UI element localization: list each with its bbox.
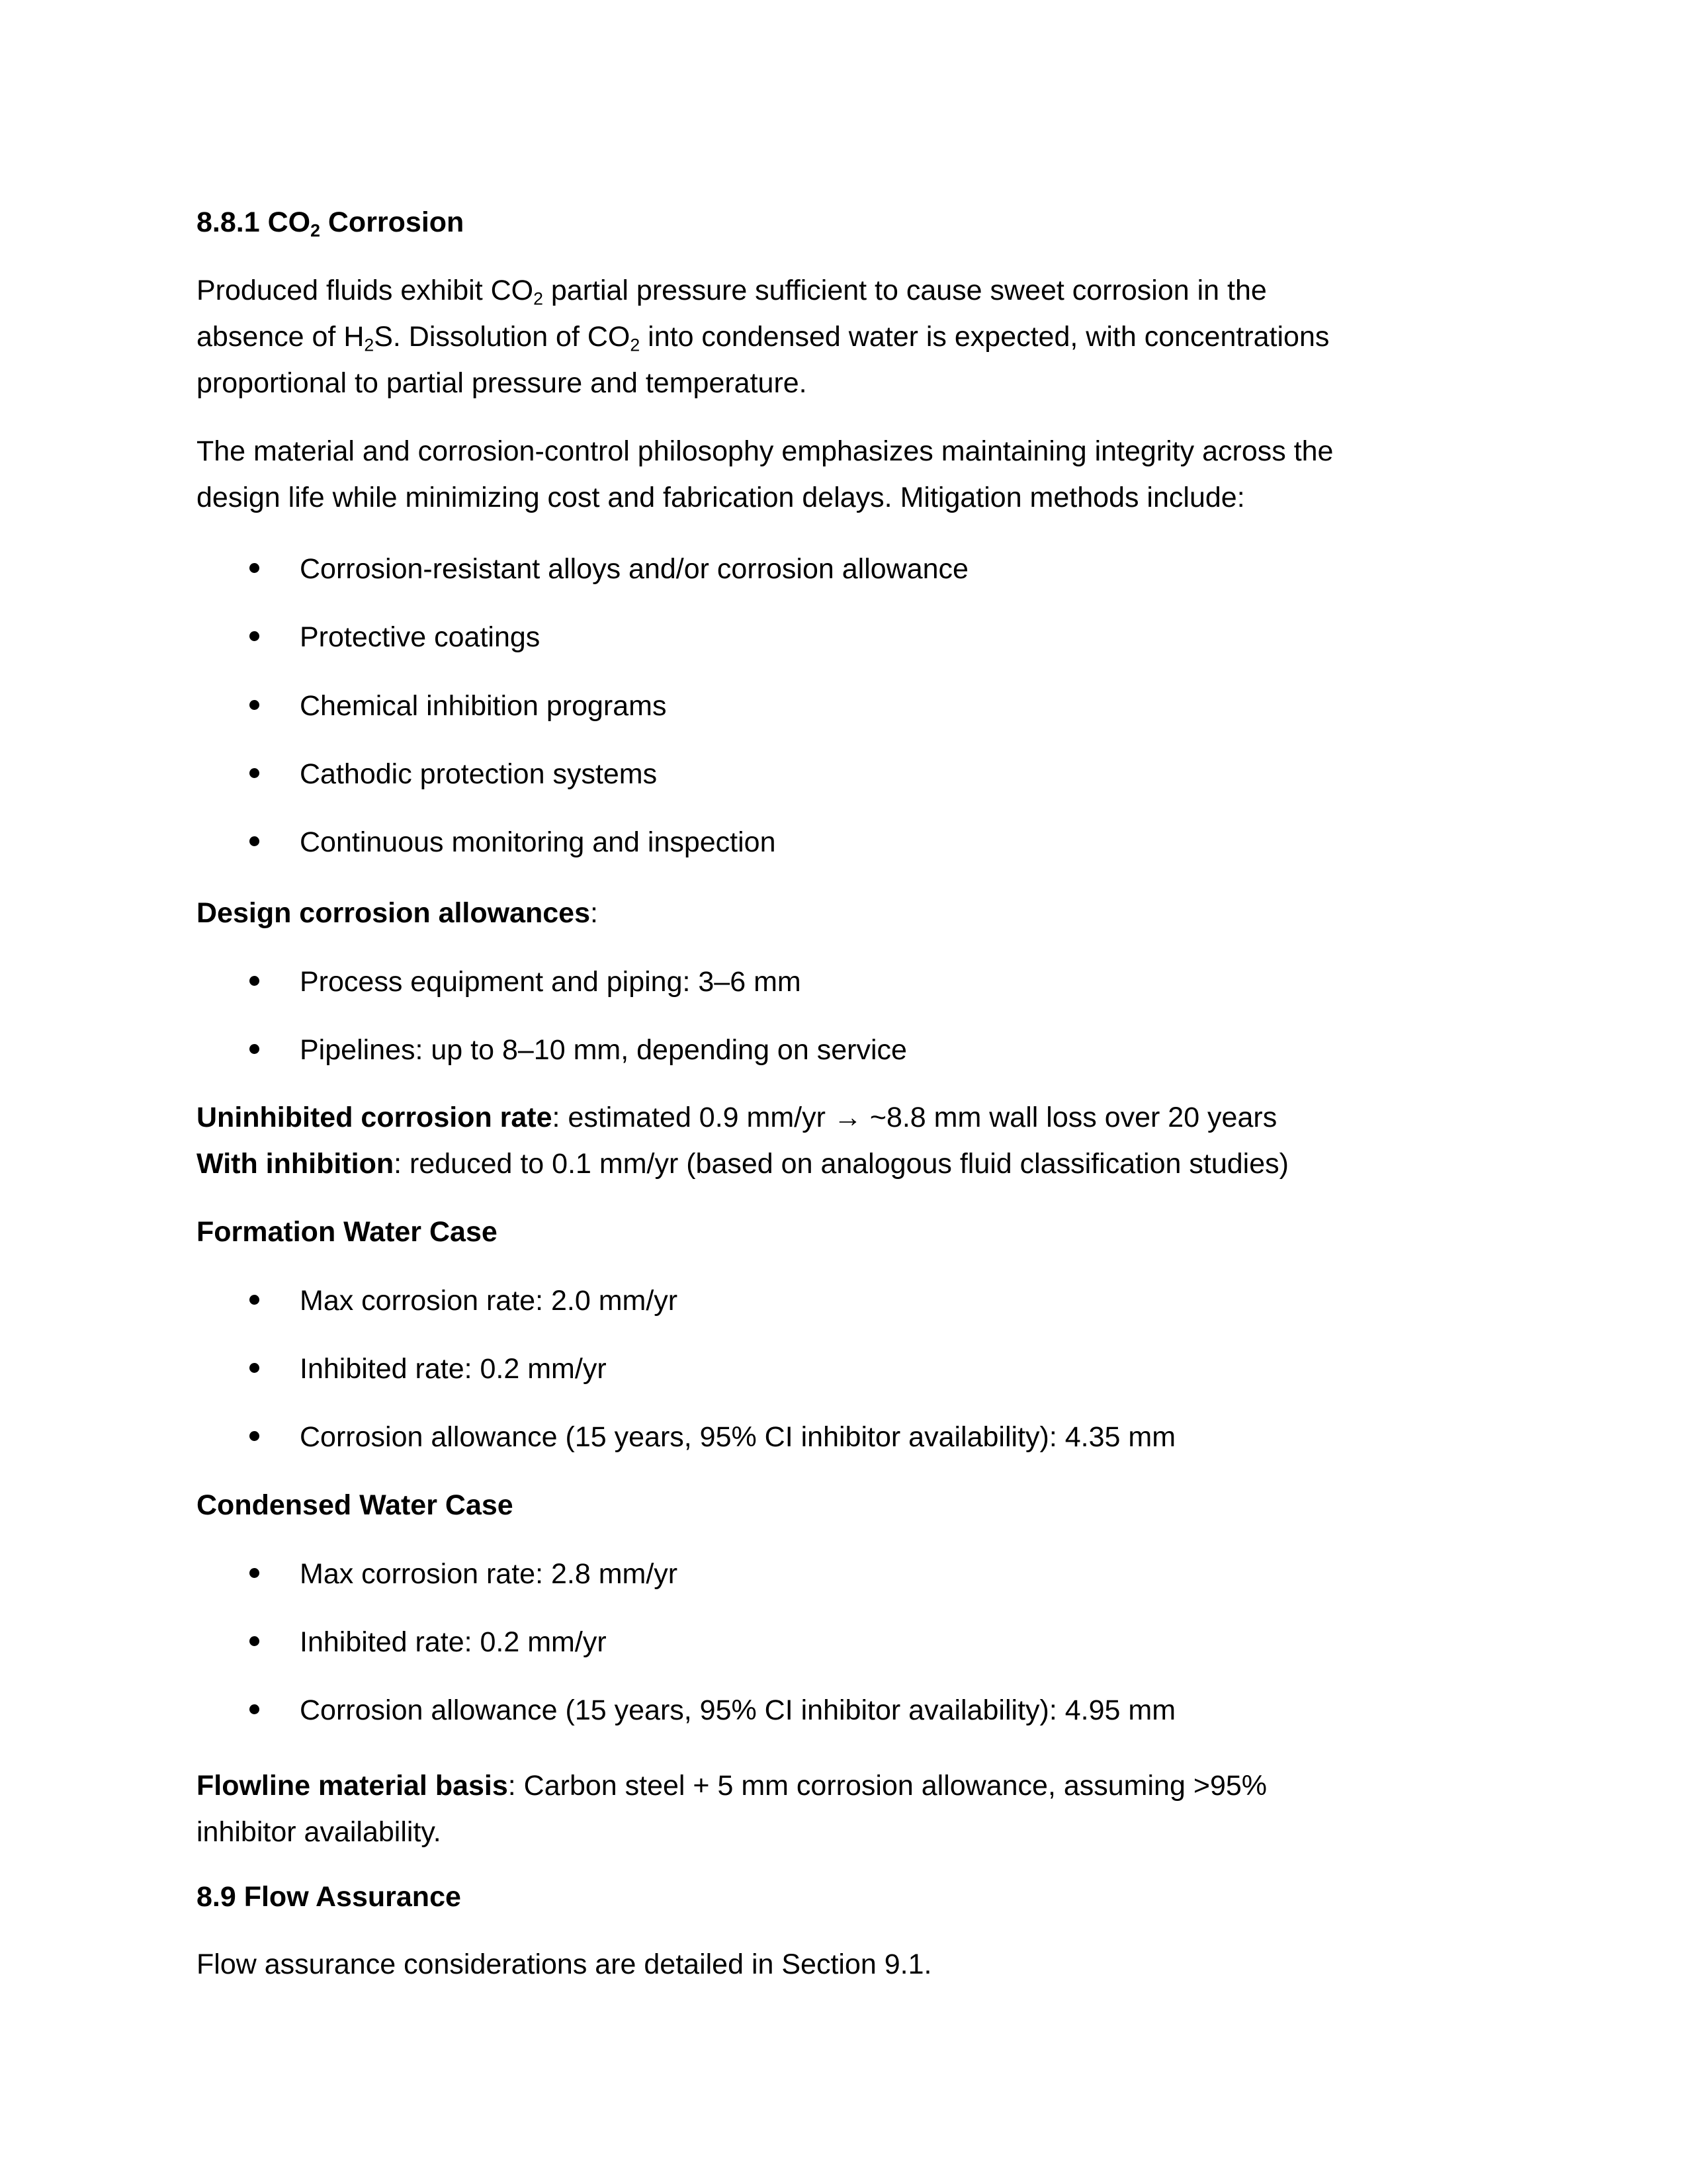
list-item-text: Max corrosion rate: 2.0 mm/yr — [300, 1285, 678, 1317]
text: absence of H — [196, 321, 365, 353]
bullet-icon — [249, 1044, 259, 1054]
value-text: : Carbon steel + 5 mm corrosion allowance, assuming >95% — [507, 1770, 1268, 1802]
list-item-text: Pipelines: up to 8–10 mm, depending on service — [300, 1034, 907, 1066]
text: into condensed water is expected, with concentrations — [640, 321, 1330, 353]
text: partial pressure sufficient to cause sweet corrosion in the — [542, 275, 1267, 306]
flowline-basis-line-1 — [196, 1772, 1267, 1800]
design-allowances-label — [196, 899, 598, 928]
section-heading-8-8-1 — [196, 206, 464, 241]
list-item-text: Process equipment and piping: 3–6 mm — [300, 966, 801, 998]
formation-water-case-title: Formation Water Case — [196, 1216, 497, 1248]
paragraph-1-line-3: proportional to partial pressure and temperature. — [196, 367, 807, 399]
flowline-basis-line-2: inhibitor availability. — [196, 1816, 441, 1848]
list-item-text: Max corrosion rate: 2.8 mm/yr — [300, 1558, 678, 1590]
paragraph-2-line-1: The material and corrosion-control philosophy emphasizes maintaining integrity across the — [196, 435, 1334, 467]
value-text: : estimated 0.9 mm/yr → ~8.8 mm wall loss over 20 years — [552, 1102, 1277, 1133]
colon: : — [590, 897, 598, 929]
text: Produced fluids exhibit CO — [196, 275, 534, 306]
list-item-text: Chemical inhibition programs — [300, 690, 667, 722]
bullet-icon — [249, 631, 259, 641]
bullet-icon — [249, 976, 259, 986]
subscript: 2 — [364, 335, 374, 355]
bullet-icon — [249, 1431, 259, 1441]
subscript: 2 — [310, 220, 320, 241]
bullet-icon — [249, 836, 259, 846]
paragraph-2-line-2: design life while minimizing cost and fabrication delays. Mitigation methods include: — [196, 482, 1245, 513]
bullet-icon — [249, 1295, 259, 1305]
bullet-icon — [249, 1568, 259, 1578]
paragraph-1-line-2 — [196, 321, 1330, 355]
uninhibited-rate-line — [196, 1104, 1277, 1132]
flow-assurance-text: Flow assurance considerations are detailed in Section 9.1. — [196, 1948, 932, 1980]
list-item-text: Corrosion allowance (15 years, 95% CI inhibitor availability): 4.95 mm — [300, 1694, 1176, 1726]
bullet-icon — [249, 1363, 259, 1373]
bullet-icon — [249, 563, 259, 573]
list-item-text: Continuous monitoring and inspection — [300, 826, 776, 858]
subscript: 2 — [630, 335, 640, 355]
section-heading-8-9: 8.9 Flow Assurance — [196, 1881, 461, 1913]
list-item-text: Inhibited rate: 0.2 mm/yr — [300, 1626, 607, 1658]
label: With inhibition — [196, 1148, 394, 1180]
list-item-text: Cathodic protection systems — [300, 758, 658, 790]
heading-text: 8.8.1 CO — [196, 206, 311, 238]
list-item-text: Corrosion allowance (15 years, 95% CI inhibitor availability): 4.35 mm — [300, 1421, 1176, 1453]
bullet-icon — [249, 1704, 259, 1714]
bullet-icon — [249, 1636, 259, 1646]
list-item-text: Corrosion-resistant alloys and/or corrosion allowance — [300, 553, 969, 585]
bullet-icon — [249, 768, 259, 778]
condensed-water-case-title: Condensed Water Case — [196, 1489, 513, 1521]
value-text: : reduced to 0.1 mm/yr (based on analogous fluid classification studies) — [394, 1148, 1289, 1180]
with-inhibition-line — [196, 1150, 1289, 1178]
label: Design corrosion allowances — [196, 897, 591, 929]
label: Flowline material basis — [196, 1770, 508, 1802]
list-item-text: Inhibited rate: 0.2 mm/yr — [300, 1353, 607, 1385]
heading-text: Corrosion — [320, 206, 464, 238]
subscript: 2 — [533, 288, 543, 309]
label: Uninhibited corrosion rate — [196, 1102, 552, 1133]
list-item-text: Protective coatings — [300, 621, 541, 653]
text: S. Dissolution of CO — [374, 321, 630, 353]
bullet-icon — [249, 700, 259, 710]
paragraph-1-line-1 — [196, 275, 1267, 309]
